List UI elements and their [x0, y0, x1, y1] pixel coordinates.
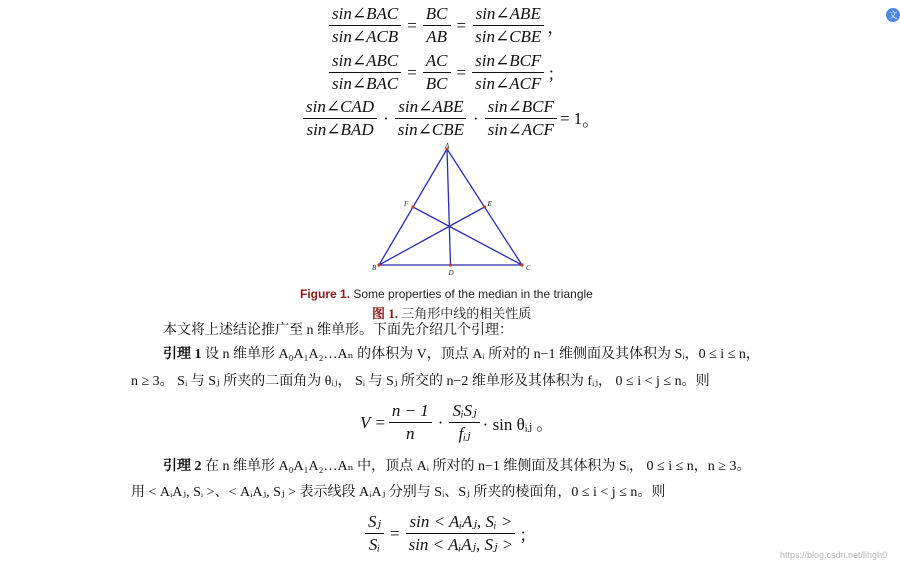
intro-paragraph: 本文将上述结论推广至 n 维单形。下面先介绍几个引理： [163, 323, 513, 338]
equation-2 [326, 51, 564, 94]
denominator: AB [426, 27, 448, 46]
figure-caption-text: 三角形中线的相关性质 [401, 306, 532, 321]
lemma-label: 引理 1 [163, 347, 202, 362]
denominator: sin∠ACF [475, 74, 542, 93]
figure-label: Figure 1. [300, 287, 351, 301]
label-a: A [445, 143, 450, 150]
denominator: fᵢⱼ [458, 424, 471, 443]
dot-operator: · [383, 108, 389, 128]
numerator: sin∠BCF [472, 51, 544, 73]
label-b: B [372, 264, 377, 272]
fraction [423, 51, 451, 94]
figure-caption-text: Some properties of the median in the triangle [353, 287, 593, 301]
fraction [406, 512, 517, 555]
point-d [449, 263, 452, 266]
equation-result: = 1 [559, 108, 583, 128]
equation-4 [360, 401, 553, 444]
triangle-figure [360, 143, 540, 278]
equation-1 [326, 4, 564, 47]
fraction [395, 97, 467, 140]
lemma-label: 引理 2 [163, 459, 202, 474]
watermark-text: https://blog.csdn.net/lihgh0 [780, 550, 888, 560]
point-c [520, 263, 523, 266]
punctuation: ， [547, 18, 565, 37]
denominator: sin < AᵢAⱼ, Sⱼ > [408, 535, 514, 554]
denominator: sin∠CBE [475, 27, 542, 46]
point-f [411, 205, 414, 208]
numerator: n − 1 [389, 401, 432, 423]
dot-operator: · [437, 412, 444, 432]
figure-label: 图 1. [372, 306, 399, 321]
lemma-2-line-1 [163, 456, 750, 478]
label-e: E [487, 200, 492, 208]
fraction [485, 97, 557, 140]
denominator: BC [425, 74, 448, 93]
lemma-1-line-1 [163, 344, 760, 366]
equation-lhs: V = [360, 412, 386, 432]
fraction [365, 512, 384, 555]
punctuation: ； [547, 65, 565, 84]
punctuation: ； [519, 526, 537, 545]
fraction [303, 97, 377, 140]
denominator: n [406, 424, 415, 443]
translate-badge-icon[interactable]: 文 [886, 8, 900, 22]
fraction [329, 4, 401, 47]
denominator: sin∠BAD [306, 120, 374, 139]
denominator: Sᵢ [368, 535, 381, 554]
equals-sign: = [456, 62, 467, 82]
lemma-text: 在 n 维单形 A₀A₁A₂…Aₙ 中，顶点 Aᵢ 所对的 n−1 维侧面及其体积为 Sᵢ， 0 ≤ i ≤ n，n ≥ 3。 [205, 459, 751, 474]
numerator: sin < AᵢAⱼ, Sᵢ > [406, 512, 515, 534]
point-b [377, 263, 380, 266]
fraction [472, 4, 544, 47]
numerator: BC [423, 4, 451, 26]
denominator: sin∠BAC [332, 74, 399, 93]
lemma-2-line-2: 用 < AᵢAⱼ, Sᵢ >、< AᵢAⱼ, Sⱼ > 表示线段 AᵢAⱼ 分别与 Sᵢ、Sⱼ 所夹的棱面角，0 ≤ i < j ≤ n。则 [131, 485, 666, 500]
fraction [449, 401, 479, 444]
fraction [423, 4, 451, 47]
equals-sign: = [390, 523, 400, 543]
lemma-1-line-2: n ≥ 3。 Sᵢ 与 Sⱼ 所夹的二面角为 θᵢⱼ， Sᵢ 与 Sⱼ 所交的 n−2 维单形及其体积为 fᵢⱼ， 0 ≤ i < j ≤ n。则 [131, 374, 710, 389]
dot-operator: · [472, 108, 479, 128]
fraction [472, 51, 544, 94]
equation-5 [362, 512, 536, 555]
fraction [389, 401, 432, 444]
lemma-text: 设 n 维单形 A₀A₁A₂…Aₙ 的体积为 V，顶点 Aᵢ 所对的 n−1 维侧面及其体积为 Sᵢ，0 ≤ i ≤ n， [205, 347, 760, 362]
numerator: sin∠BAC [329, 4, 401, 26]
label-c: C [526, 264, 531, 272]
label-d: D [448, 269, 454, 277]
numerator: sin∠CAD [303, 97, 377, 119]
denominator: sin∠ACB [332, 27, 399, 46]
equals-sign: = [407, 15, 417, 35]
punctuation: 。 [582, 111, 600, 130]
figure-caption-english [300, 287, 593, 301]
numerator: sin∠ABE [395, 97, 466, 119]
fraction [329, 51, 401, 94]
denominator: sin∠ACF [487, 120, 554, 139]
numerator: AC [423, 51, 451, 73]
label-f: F [404, 200, 409, 208]
numerator: sin∠ABE [473, 4, 544, 26]
equation-tail: · sin θᵢⱼ 。 [482, 415, 554, 434]
numerator: Sⱼ [365, 512, 384, 534]
numerator: sin∠ABC [329, 51, 401, 73]
denominator: sin∠CBE [397, 120, 464, 139]
equals-sign: = [407, 62, 417, 82]
numerator: sin∠BCF [485, 97, 557, 119]
point-e [483, 205, 486, 208]
equation-3 [300, 97, 599, 140]
median-ad [447, 149, 451, 265]
equals-sign: = [456, 15, 467, 35]
numerator: SᵢSⱼ [449, 401, 479, 423]
